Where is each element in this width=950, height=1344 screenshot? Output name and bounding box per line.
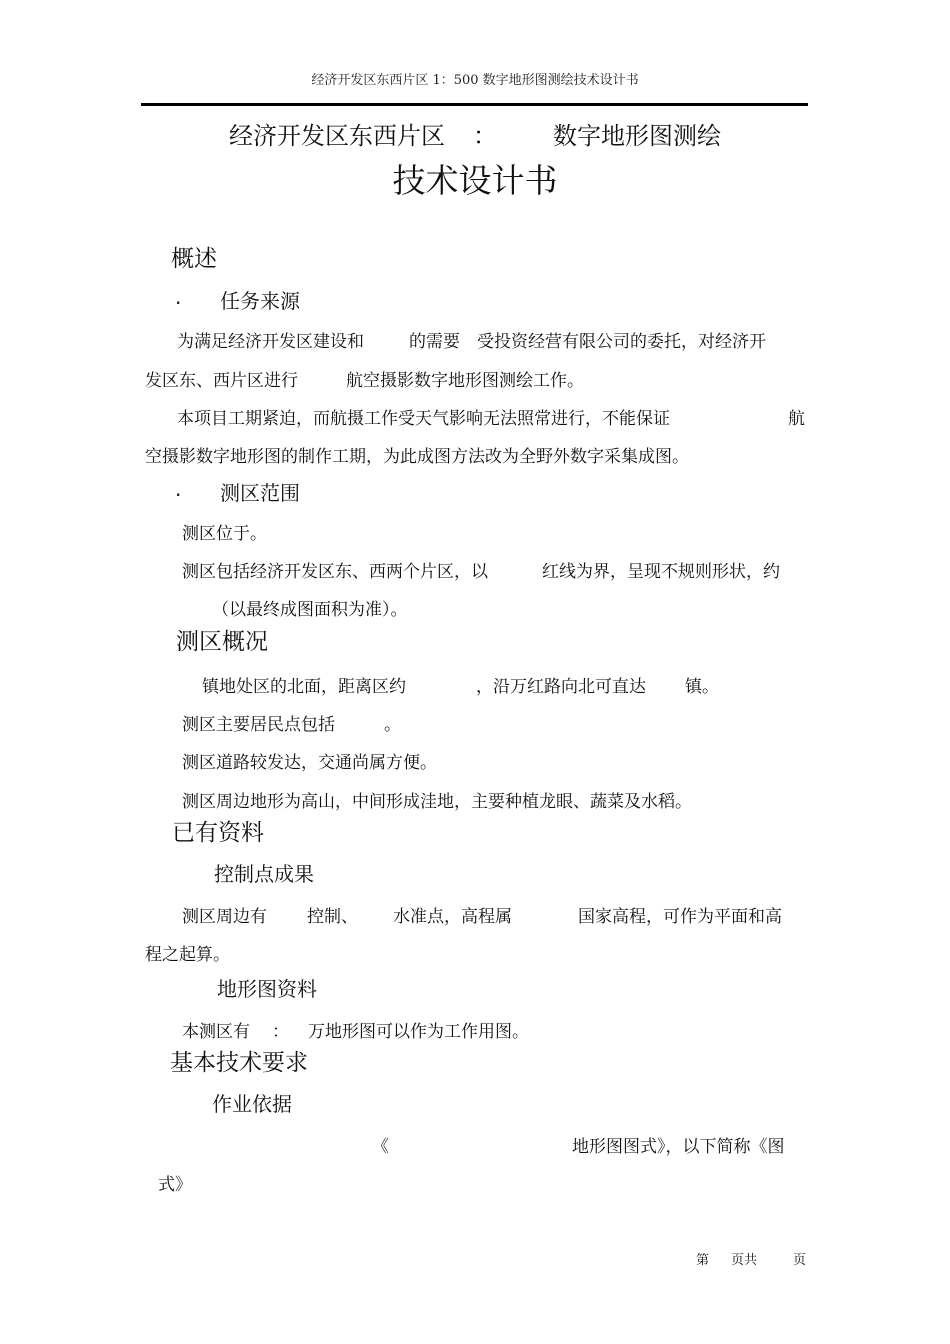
survey-overview-text-1b: ，沿万红路向北可直达 — [476, 677, 646, 697]
task-source-text-4: 空摄影数字地形图的制作工期，为此成图方法改为全野外数字采集成图。 — [145, 447, 689, 467]
survey-range-text-3: （以最终成图面积为准）。 — [212, 600, 408, 620]
title-colon: ： — [473, 122, 497, 150]
control-points-text-1d: 国家高程，可作为平面和高 — [578, 907, 782, 927]
task-source-text-2a: 发区东、西片区进行 — [145, 371, 298, 391]
header-rule — [141, 103, 808, 106]
footer-page-label-ye: 页 — [793, 1253, 807, 1268]
survey-overview-text-3: 测区道路较发达，交通尚属方便。 — [182, 753, 437, 773]
task-source-text-2b: 航空摄影数字地形图测绘工作。 — [346, 371, 584, 391]
heading-basic-requirements: 基本技术要求 — [170, 1050, 308, 1076]
footer-page-label-di: 第 — [696, 1253, 710, 1268]
survey-overview-text-4: 测区周边地形为高山，中间形成洼地，主要种植龙眼、蔬菜及水稻。 — [182, 792, 692, 812]
heading-control-points: 控制点成果 — [214, 862, 314, 886]
task-source-text-3b: 航 — [788, 409, 805, 429]
heading-existing-data: 已有资料 — [172, 820, 264, 846]
title-part-a: 经济开发区东西片区 — [229, 122, 445, 150]
footer-page-label-ye-gong: 页共 — [731, 1253, 758, 1268]
heading-task-source-number: . — [175, 285, 182, 309]
survey-overview-text-2b: 。 — [384, 715, 401, 735]
survey-range-text-2a: 测区包括经济开发区东、西两个片区，以 — [182, 562, 488, 582]
running-header: 经济开发区东西片区 1：500 数字地形图测绘技术设计书 — [311, 73, 639, 88]
control-points-text-2: 程之起算。 — [145, 945, 230, 965]
heading-survey-overview: 测区概况 — [176, 629, 268, 655]
survey-range-text-2b: 红线为界，呈现不规则形状，约 — [542, 562, 780, 582]
task-source-text-3a: 本项目工期紧迫，而航摄工作受天气影响无法照常进行，不能保证 — [177, 409, 670, 429]
heading-survey-range-number: . — [175, 477, 182, 501]
work-basis-text-1b: 地形图图式》，以下简称《图 — [572, 1137, 785, 1157]
heading-work-basis: 作业依据 — [212, 1092, 292, 1116]
topographic-maps-text-c: 万地形图可以作为工作用图。 — [308, 1022, 529, 1042]
control-points-text-1a: 测区周边有 — [182, 907, 267, 927]
task-source-text-1a: 为满足经济开发区建设和 — [177, 332, 364, 352]
survey-overview-text-1c: 镇。 — [685, 677, 719, 697]
heading-survey-range: 测区范围 — [220, 481, 300, 505]
work-basis-text-2: 式》 — [158, 1175, 192, 1195]
heading-overview: 概述 — [171, 246, 217, 272]
control-points-text-1c: 水准点，高程属 — [393, 907, 512, 927]
title-part-b: 数字地形图测绘 — [553, 122, 721, 150]
topographic-maps-text-a: 本测区有 — [182, 1022, 250, 1042]
task-source-text-1c: 受投资经营有限公司的委托，对经济开 — [477, 332, 766, 352]
heading-topographic-maps: 地形图资料 — [217, 977, 317, 1001]
task-source-text-1b: 的需要 — [409, 332, 460, 352]
survey-range-text-1: 测区位于。 — [182, 524, 267, 544]
heading-task-source: 任务来源 — [220, 289, 300, 313]
document-title-line1 — [0, 116, 950, 151]
work-basis-text-1a: 《 — [372, 1137, 389, 1157]
control-points-text-1b: 控制、 — [307, 907, 358, 927]
topographic-maps-text-b: ： — [272, 1022, 289, 1042]
survey-overview-text-1a: 镇地处区的北面，距离区约 — [202, 677, 406, 697]
document-title-line2: 技术设计书 — [392, 161, 558, 200]
survey-overview-text-2a: 测区主要居民点包括 — [182, 715, 335, 735]
